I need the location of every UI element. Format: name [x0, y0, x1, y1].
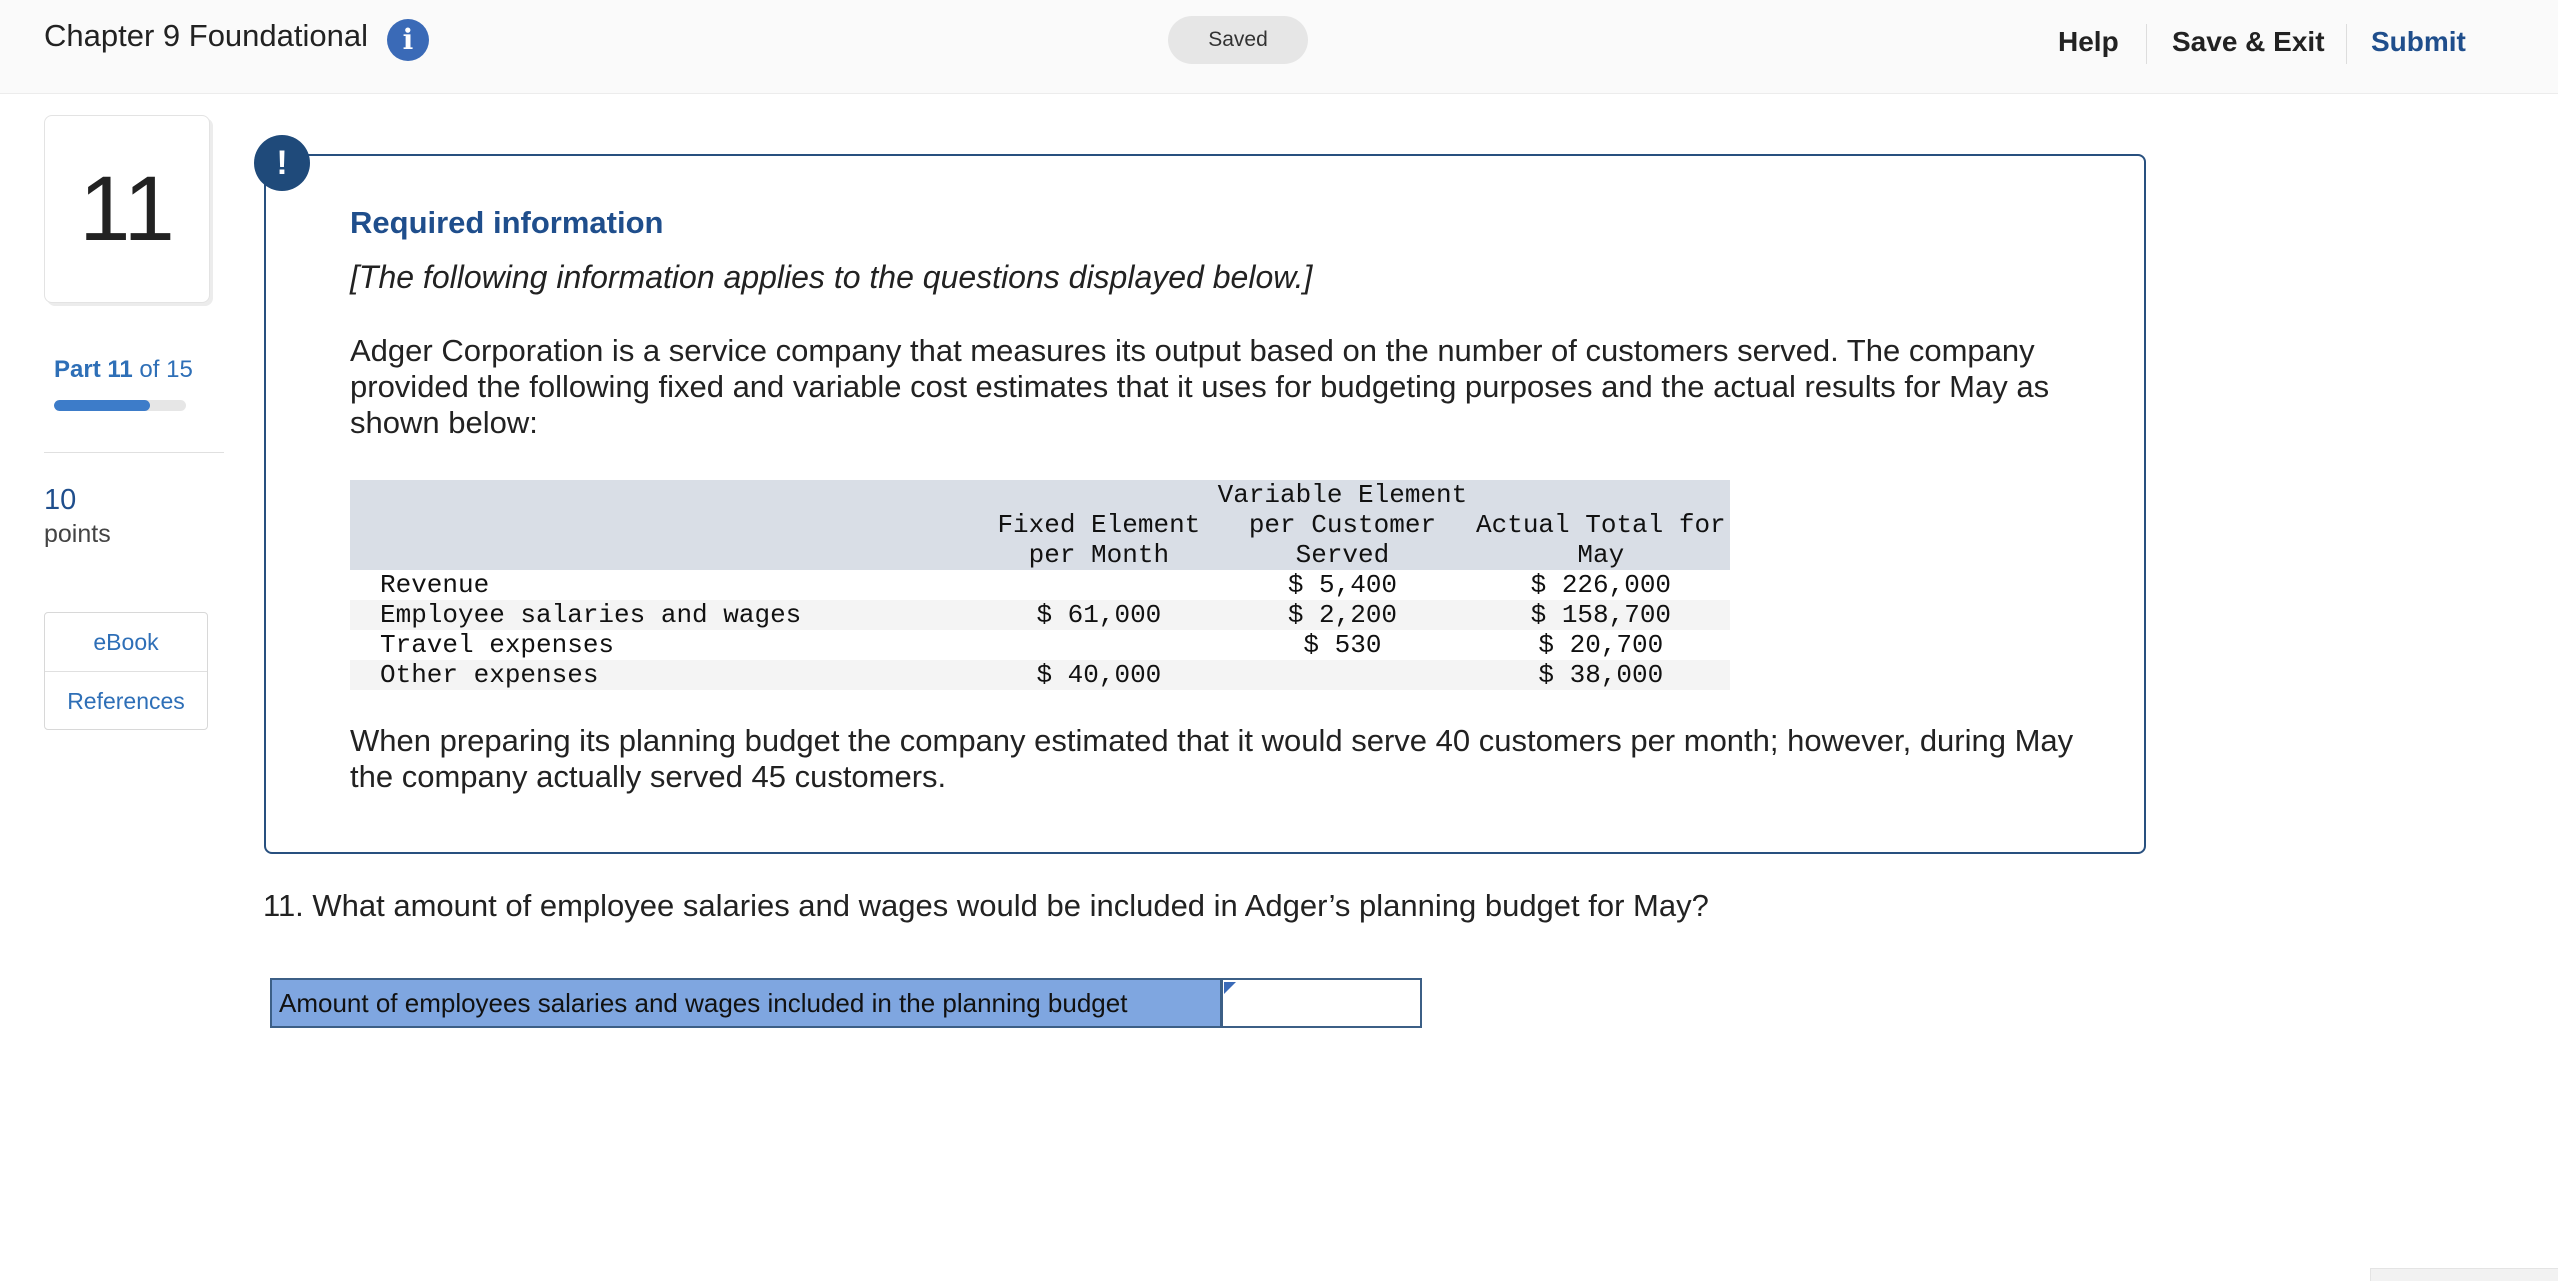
- row-fixed: $ 40,000: [985, 660, 1214, 690]
- corner-panel: [2370, 1268, 2558, 1281]
- question-text: 11. What amount of employee salaries and wages would be included in Adger’s planning budget for May?: [263, 888, 1709, 923]
- row-variable: $ 530: [1303, 630, 1382, 660]
- row-label: Revenue: [380, 570, 490, 600]
- row-actual: $ 158,700: [1472, 600, 1730, 630]
- top-header: [0, 0, 2558, 94]
- part-current: 11: [107, 356, 133, 383]
- table-row: [350, 570, 1730, 600]
- ebook-link[interactable]: eBook: [93, 629, 159, 655]
- header-variable-element: Variable Element per Customer Served: [1213, 480, 1471, 570]
- row-label: Travel expenses: [380, 630, 615, 660]
- nav-divider: [2146, 24, 2147, 64]
- row-fixed: $ 61,000: [985, 600, 1214, 630]
- part-indicator: [54, 356, 193, 384]
- row-actual: $ 38,000: [1472, 660, 1730, 690]
- submit-button[interactable]: Submit: [2371, 26, 2466, 57]
- nav-divider: [2346, 24, 2347, 64]
- required-info-note: [The following information applies to the questions displayed below.]: [350, 259, 1313, 295]
- points-value: 10: [44, 484, 77, 516]
- header-label: [350, 480, 985, 570]
- part-progress-bar: [54, 400, 186, 411]
- save-exit-button[interactable]: Save & Exit: [2172, 26, 2325, 57]
- row-actual: $ 226,000: [1530, 570, 1672, 600]
- table-row: [350, 600, 1730, 630]
- row-fixed: [985, 630, 1214, 660]
- row-label: Other expenses: [350, 660, 985, 690]
- row-variable: [1213, 660, 1471, 690]
- row-fixed: [985, 570, 1214, 600]
- points-label: points: [44, 520, 111, 548]
- header-actual-total: Actual Total for May: [1472, 480, 1730, 570]
- table-row: [350, 630, 1730, 660]
- help-button[interactable]: Help: [2058, 26, 2119, 57]
- alert-icon: !: [254, 135, 310, 191]
- required-info-title: Required information: [350, 205, 664, 240]
- assignment-title: Chapter 9 Foundational: [44, 18, 369, 53]
- info-icon[interactable]: i: [387, 19, 429, 61]
- table-row: [350, 660, 1730, 690]
- part-progress-fill: [54, 400, 150, 411]
- table-header-row: [350, 480, 1730, 570]
- row-variable: $ 2,200: [1213, 600, 1471, 630]
- answer-label: Amount of employees salaries and wages included in the planning budget: [272, 980, 1220, 1026]
- cost-estimates-table: [350, 480, 1730, 690]
- row-actual: $ 20,700: [1538, 630, 1664, 660]
- references-link[interactable]: References: [45, 671, 207, 730]
- part-total: of 15: [139, 356, 193, 383]
- row-label: Employee salaries and wages: [350, 600, 985, 630]
- resource-links: [44, 612, 208, 730]
- row-variable: $ 5,400: [1287, 570, 1398, 600]
- saved-status-badge: Saved: [1168, 16, 1308, 64]
- header-fixed-element: Fixed Element per Month: [985, 480, 1214, 570]
- answer-input[interactable]: [1220, 980, 1420, 1026]
- answer-row: [270, 978, 1422, 1028]
- sidebar-divider: [44, 452, 224, 453]
- question-number-card: 11: [44, 115, 210, 303]
- intro-paragraph: Adger Corporation is a service company that measures its output based on the number of customers served. The company provided the following fixed and variable cost estimates that it uses for budgeting purposes and the actual results for May as shown below:: [350, 333, 2050, 440]
- input-marker-icon: [1224, 982, 1236, 994]
- followup-paragraph: When preparing its planning budget the company estimated that it would serve 40 customers per month; however, during May the company actually served 45 customers.: [350, 723, 2074, 794]
- part-prefix: Part: [54, 356, 101, 383]
